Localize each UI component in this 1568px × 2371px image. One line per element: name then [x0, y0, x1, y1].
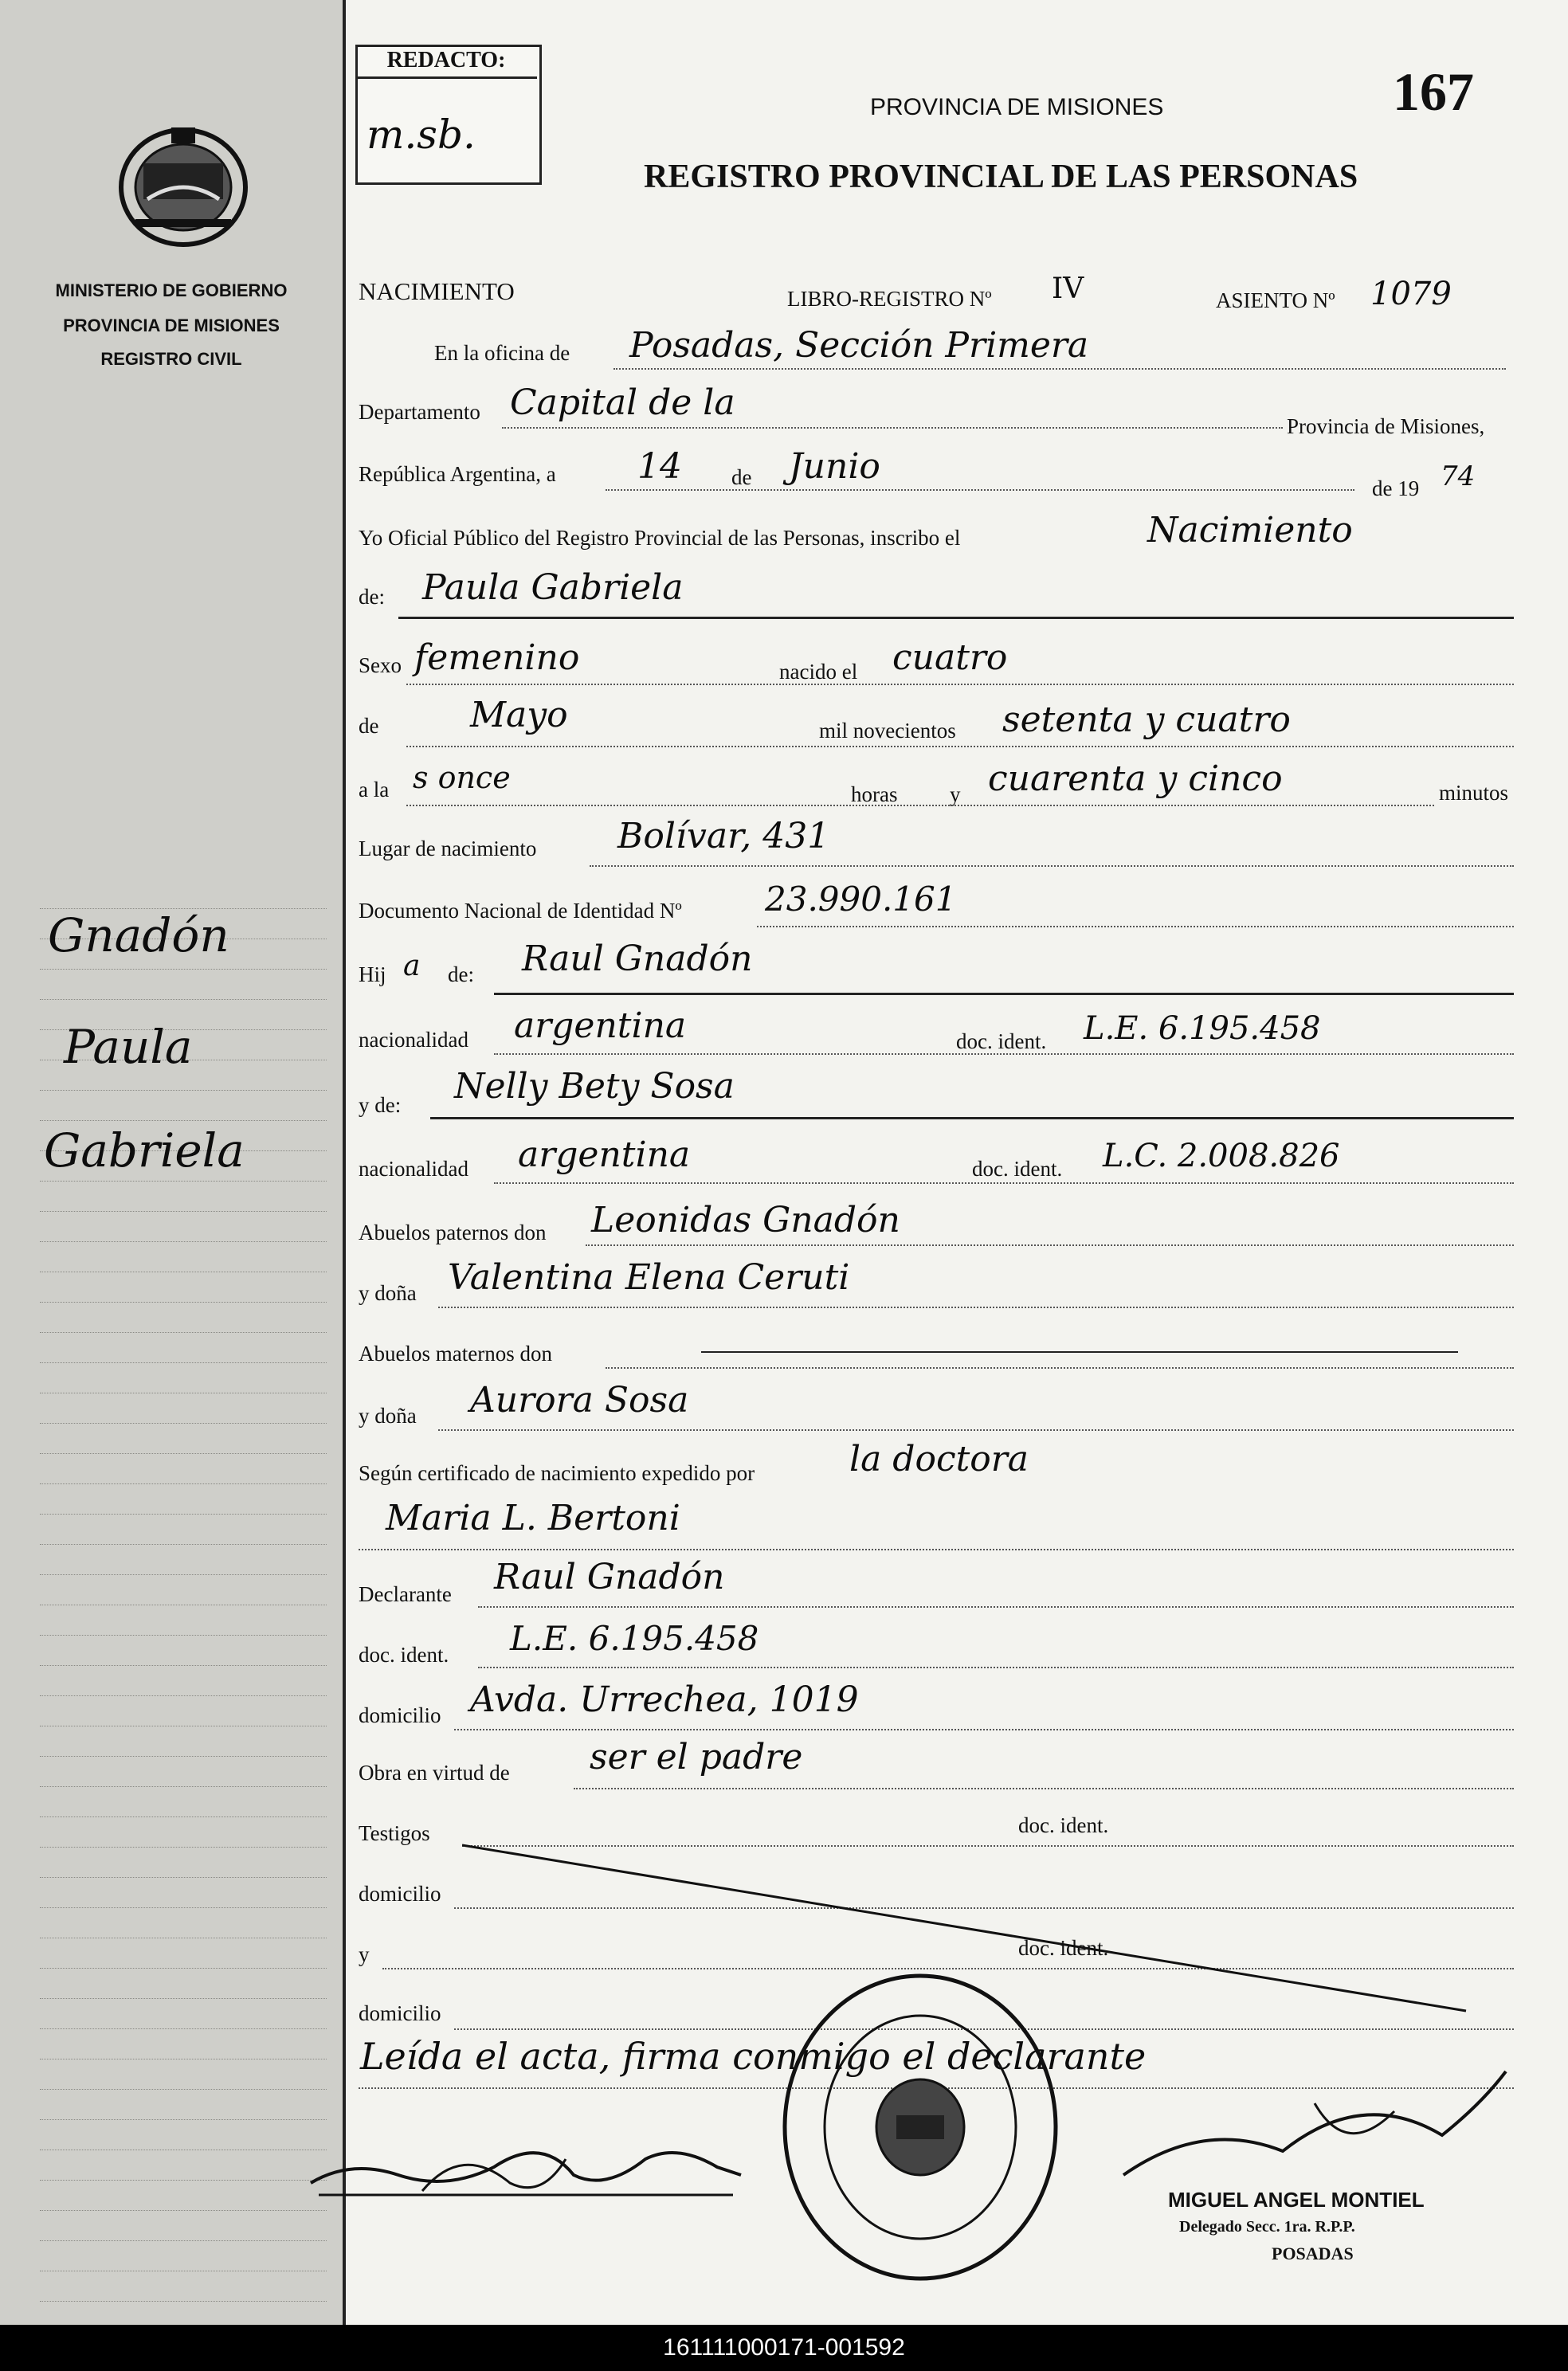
doc1-value: L.E. 6.195.458	[1084, 1010, 1321, 1047]
lugar-label: Lugar de nacimiento	[359, 837, 537, 860]
mil-label: mil novecientos	[819, 719, 956, 743]
margin-note-surname: Gnadón	[48, 908, 229, 962]
domicilio3-label: domicilio	[359, 2001, 441, 2025]
margin-rule-line	[40, 1211, 327, 1212]
obra-label: Obra en virtud de	[359, 1761, 510, 1785]
doc3-line	[478, 1667, 1514, 1668]
mil-value: setenta y cuatro	[1002, 700, 1291, 740]
oficina-label: En la oficina de	[434, 341, 570, 365]
hija-suffix: a	[403, 950, 421, 982]
margin-rule-line	[40, 1120, 327, 1121]
asiento-value: 1079	[1370, 276, 1452, 312]
padre-underline	[494, 993, 1514, 995]
officer-city: POSADAS	[1272, 2244, 1354, 2263]
dni-label: Documento Nacional de Identidad Nº	[359, 899, 682, 923]
horas-y-label: y	[950, 782, 961, 806]
domicilio-line	[454, 1729, 1514, 1730]
hora-value: s once	[413, 760, 511, 795]
margin-rule-line	[40, 969, 327, 970]
asiento-label: ASIENTO Nº	[1216, 288, 1335, 312]
margin-rule-line	[40, 1786, 327, 1787]
doc5-label: doc. ident.	[1018, 1936, 1109, 1960]
domicilio-value: Avda. Urrechea, 1019	[470, 1679, 859, 1720]
leida-value: Leída el acta, firma conmigo el declarante	[360, 2035, 1147, 2078]
margin-rule-line	[40, 1423, 327, 1424]
hora-line	[406, 805, 1434, 806]
margin-note-name-2: Gabriela	[44, 1123, 245, 1178]
sexo-value: femenino	[414, 637, 580, 678]
abuela-mat-label: y doña	[359, 1404, 417, 1428]
dni-value: 23.990.161	[765, 880, 957, 919]
obra-line	[574, 1788, 1514, 1789]
margin-rule-line	[40, 1090, 327, 1091]
margin-rule-line	[40, 1756, 327, 1757]
oficina-line	[613, 368, 1506, 370]
doc3-label: doc. ident.	[359, 1643, 449, 1667]
lugar-value: Bolívar, 431	[617, 816, 830, 856]
margin-rule-line	[40, 2089, 327, 2090]
nac2-label: nacionalidad	[359, 1157, 468, 1181]
margin-rule-line	[40, 1877, 327, 1878]
ministry-line-2: PROVINCIA DE MISIONES	[63, 315, 280, 335]
margin-rule-line	[40, 2240, 327, 2241]
domicilio2-label: domicilio	[359, 1882, 441, 1906]
provincial-crest	[112, 120, 255, 255]
republica-label: República Argentina, a	[359, 462, 556, 486]
margin-rule-line	[40, 2028, 327, 2029]
doc1-label: doc. ident.	[956, 1029, 1047, 1053]
dni-line	[757, 926, 1514, 927]
sexo-line	[406, 684, 1514, 685]
nac2-line	[494, 1182, 1514, 1184]
doc4-label: doc. ident.	[1018, 1813, 1109, 1837]
testigos-label: Testigos	[359, 1821, 430, 1845]
redacto-label: REDACTO:	[355, 45, 537, 79]
segun-value: la doctora	[849, 1439, 1029, 1479]
nombre-underline	[398, 617, 1514, 619]
libro-label: LIBRO-REGISTRO Nº	[787, 287, 992, 311]
minutos-value: cuarenta y cinco	[988, 758, 1283, 799]
margin-rule-line	[40, 1453, 327, 1454]
ala-label: a la	[359, 778, 390, 801]
record-type: NACIMIENTO	[359, 277, 515, 305]
ministry-line-3: REGISTRO CIVIL	[100, 349, 242, 369]
abuelo-mat-strike	[701, 1351, 1458, 1353]
margin-rule-line	[40, 1695, 327, 1696]
republica-line	[606, 489, 1354, 491]
madre-underline	[430, 1117, 1514, 1119]
dia-value: 14	[637, 446, 682, 487]
hija-de-label: de:	[448, 962, 474, 986]
lugar-line	[590, 865, 1514, 867]
doc2-value: L.C. 2.008.826	[1103, 1138, 1340, 1174]
y2-label: y	[359, 1942, 370, 1966]
abuelo-pat-value: Leonidas Gnadón	[591, 1200, 900, 1240]
declarante-line	[478, 1606, 1514, 1608]
margin-rule-line	[40, 1998, 327, 1999]
departamento-label: Departamento	[359, 400, 480, 424]
margin-rule-line	[40, 1635, 327, 1636]
mes-value: Junio	[789, 446, 880, 487]
margin-rule-line	[40, 999, 327, 1000]
officer-title: Delegado Secc. 1ra. R.P.P.	[1179, 2218, 1355, 2236]
doctora-value: Maria L. Bertoni	[386, 1498, 680, 1538]
abuela-mat-line	[438, 1429, 1514, 1431]
declarant-signature-icon	[303, 2119, 749, 2215]
hija-label: Hij	[359, 962, 386, 986]
oficina-value: Posadas, Sección Primera	[629, 325, 1089, 366]
oficial-text: Yo Oficial Público del Registro Provincial de las Personas, inscribo el	[359, 526, 961, 550]
nac2-value: argentina	[518, 1135, 691, 1175]
margin-rule-line	[40, 2119, 327, 2120]
document-id-footer: 161111000171-001592	[0, 2325, 1568, 2371]
margin-rule-line	[40, 1574, 327, 1575]
nombre-value: Paula Gabriela	[422, 567, 684, 608]
obra-value: ser el padre	[590, 1737, 803, 1777]
margin-rule-line	[40, 1483, 327, 1484]
abuelo-pat-line	[586, 1244, 1514, 1246]
padre-value: Raul Gnadón	[522, 939, 753, 979]
horas-label: horas	[851, 782, 898, 806]
abuelos-pat-label: Abuelos paternos don	[359, 1221, 547, 1244]
doctora-line	[359, 1549, 1514, 1550]
nombre-de-label: de:	[359, 585, 385, 609]
margin-rule-line	[40, 1816, 327, 1817]
anio-value: 74	[1441, 460, 1476, 492]
anio-label: de 19	[1372, 476, 1420, 500]
margin-note-name-1: Paula	[64, 1020, 193, 1074]
doc2-label: doc. ident.	[972, 1157, 1063, 1181]
madre-value: Nelly Bety Sosa	[454, 1066, 735, 1107]
margin-rule-line	[40, 2301, 327, 2302]
margin-rule-line	[40, 2210, 327, 2211]
abuelo-mat-line	[606, 1367, 1514, 1369]
declarante-label: Declarante	[359, 1582, 452, 1606]
margin-rule-line	[40, 1847, 327, 1848]
nac1-label: nacionalidad	[359, 1028, 468, 1052]
registry-title: REGISTRO PROVINCIAL DE LAS PERSONAS	[644, 159, 1358, 195]
margin-rule-line	[40, 1332, 327, 1333]
margin-rule-line	[40, 1665, 327, 1666]
abuela-mat-value: Aurora Sosa	[470, 1380, 689, 1421]
margin-rule-line	[40, 1302, 327, 1303]
abuela-pat-line	[438, 1307, 1514, 1308]
nac1-line	[494, 1053, 1514, 1055]
nac1-value: argentina	[514, 1005, 687, 1046]
margin-rule-line	[40, 1241, 327, 1242]
margin-rule-line	[40, 1181, 327, 1182]
ministry-line-1: MINISTERIO DE GOBIERNO	[55, 280, 288, 300]
nacido-label: nacido el	[779, 660, 858, 684]
margin-rule-line	[40, 1362, 327, 1363]
sexo-label: Sexo	[359, 653, 402, 677]
margin-rule-line	[40, 1907, 327, 1908]
officer-signature-icon	[1107, 2056, 1522, 2183]
mes-nac-de-label: de	[359, 714, 379, 738]
margin-rule-line	[40, 2180, 327, 2181]
margin-rule-line	[40, 1514, 327, 1515]
doc3-value: L.E. 6.195.458	[510, 1619, 759, 1658]
mes-nac-value: Mayo	[470, 695, 568, 735]
departamento-value: Capital de la	[510, 382, 735, 423]
abuela-pat-label: y doña	[359, 1281, 417, 1305]
abuela-pat-value: Valentina Elena Ceruti	[448, 1257, 850, 1298]
mes-line	[406, 746, 1514, 747]
margin-rule-line	[40, 1544, 327, 1545]
departamento-line	[502, 427, 1283, 429]
page-number: 167	[1393, 61, 1474, 122]
mes-de-label: de	[731, 465, 752, 489]
declarante-value: Raul Gnadón	[494, 1557, 725, 1597]
minutos-label: minutos	[1439, 781, 1509, 805]
officer-name: MIGUEL ANGEL MONTIEL	[1168, 2188, 1425, 2212]
segun-label: Según certificado de nacimiento expedido por	[359, 1461, 755, 1485]
province-title: PROVINCIA DE MISIONES	[870, 94, 1164, 120]
provincia-label: Provincia de Misiones,	[1287, 414, 1485, 438]
domicilio-label: domicilio	[359, 1703, 441, 1727]
margin-rule-line	[40, 1968, 327, 1969]
libro-value: IV	[1052, 272, 1084, 305]
official-seal-icon	[777, 1968, 1064, 2287]
nacido-value: cuatro	[892, 637, 1008, 678]
abuelos-mat-label: Abuelos maternos don	[359, 1342, 552, 1366]
redacto-initials: m.sb.	[367, 112, 476, 158]
madre-de-label: y de:	[359, 1093, 402, 1117]
oficial-value: Nacimiento	[1147, 510, 1353, 551]
